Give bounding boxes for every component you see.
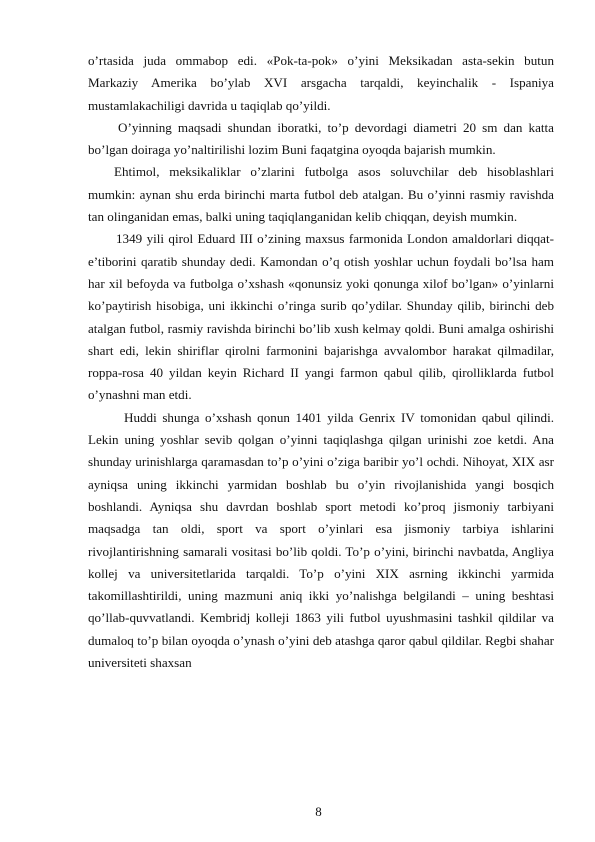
paragraph: Huddi shunga o’xshash qonun 1401 yilda Genrix IV tomonidan qabul qilindi. Lekin uning yoshlar sevib qolgan o’yinni taqiqlashga qilgan urinishi zoe ketdi. Ana shunday urinishlarga qaramasdan to’p o’yini o’ziga baribir yo’l ochdi. Nihoyat, XIX asr ayniqsa uning ikkinchi yarmidan boshlab bu o’yin rivojlanishida yangi bosqich boshlandi. Ayniqsa shu davrdan boshlab sport metodi ko’proq jismoniy tarbiyani maqsadga tan oldi, sport va sport o’yinlari esa jismoniy tarbiya ishlarini rivojlantirishning samarali vositasi bo’lib qoldi. To’p o’yini, birinchi navbatda, Angliya kollej va universitetlarida tarqaldi. To’p o’yini XIX asrning ikkinchi yarmida takomillashtirildi, uning mazmuni aniq ikki yo’nalishga belgilandi – uning beshtasi qo’llab-quvvatlandi. Kembridj kolleji 1863 yili futbol uyushmasini tashkil qildilar va dumaloq to’p bilan oyoqda o’ynash o’yini deb atashga qaror qabul qildilar. Regbi shahar universiteti shaxsan: [88, 409, 554, 671]
page-number: 8: [315, 804, 322, 819]
paragraph: O’yinning maqsadi shundan iboratki, to’p devordagi diametri 20 sm dan katta bo’lgan doiraga yo’naltirilishi lozim Buni faqatgina oyoqda bajarish mumkin.: [88, 119, 554, 158]
paragraph: 1349 yili qirol Eduard III o’zining maxsus farmonida London amaldorlari diqqat-e’tiborini qaratib shunday dedi. Kamondan o’q otish yoshlar uchun foydali bo’lsa ham har xil befoyda va futbolga o’xshash «qonunsiz yoki qonunga xilof bo’lgan» o’yinlarni ko’paytirish hisobiga, uni ikkinchi o’ringa surib qo’ydilar. Shunday qilib, birinchi deb atalgan futbol, rasmiy ravishda birinchi bo’lib xush kelmay qoldi. Buni amalga oshirishi shart edi, lekin shiriflar qirolni farmonini bajarishga avvalombor harakat qilmadilar, roppa-rosa 40 yildan keyin Richard II yangi farmon qabul qilib, qirolliklarda futbol o’ynashni man etdi.: [88, 231, 554, 403]
body-text: [88, 50, 554, 674]
paragraph: Ehtimol, meksikaliklar o’zlarini futbolga asos soluvchilar deb hisoblashlari mumkin: aynan shu erda birinchi marta futbol deb atalgan. Bu o’yinni rasmiy ravishda tan olinganidan emas, balki uning taqiqlanganidan kelib chiqqan, deyish mumkin.: [88, 164, 554, 225]
paragraph: o’rtasida juda ommabop edi. «Pok-ta-pok» o’yini Meksikadan asta-sekin butun Markaziy Amerika bo’ylab XVI arsgacha tarqaldi, keyinchalik - Ispaniya mustamlakachiligi davrida u taqiqlab qo’yildi.: [88, 53, 554, 113]
